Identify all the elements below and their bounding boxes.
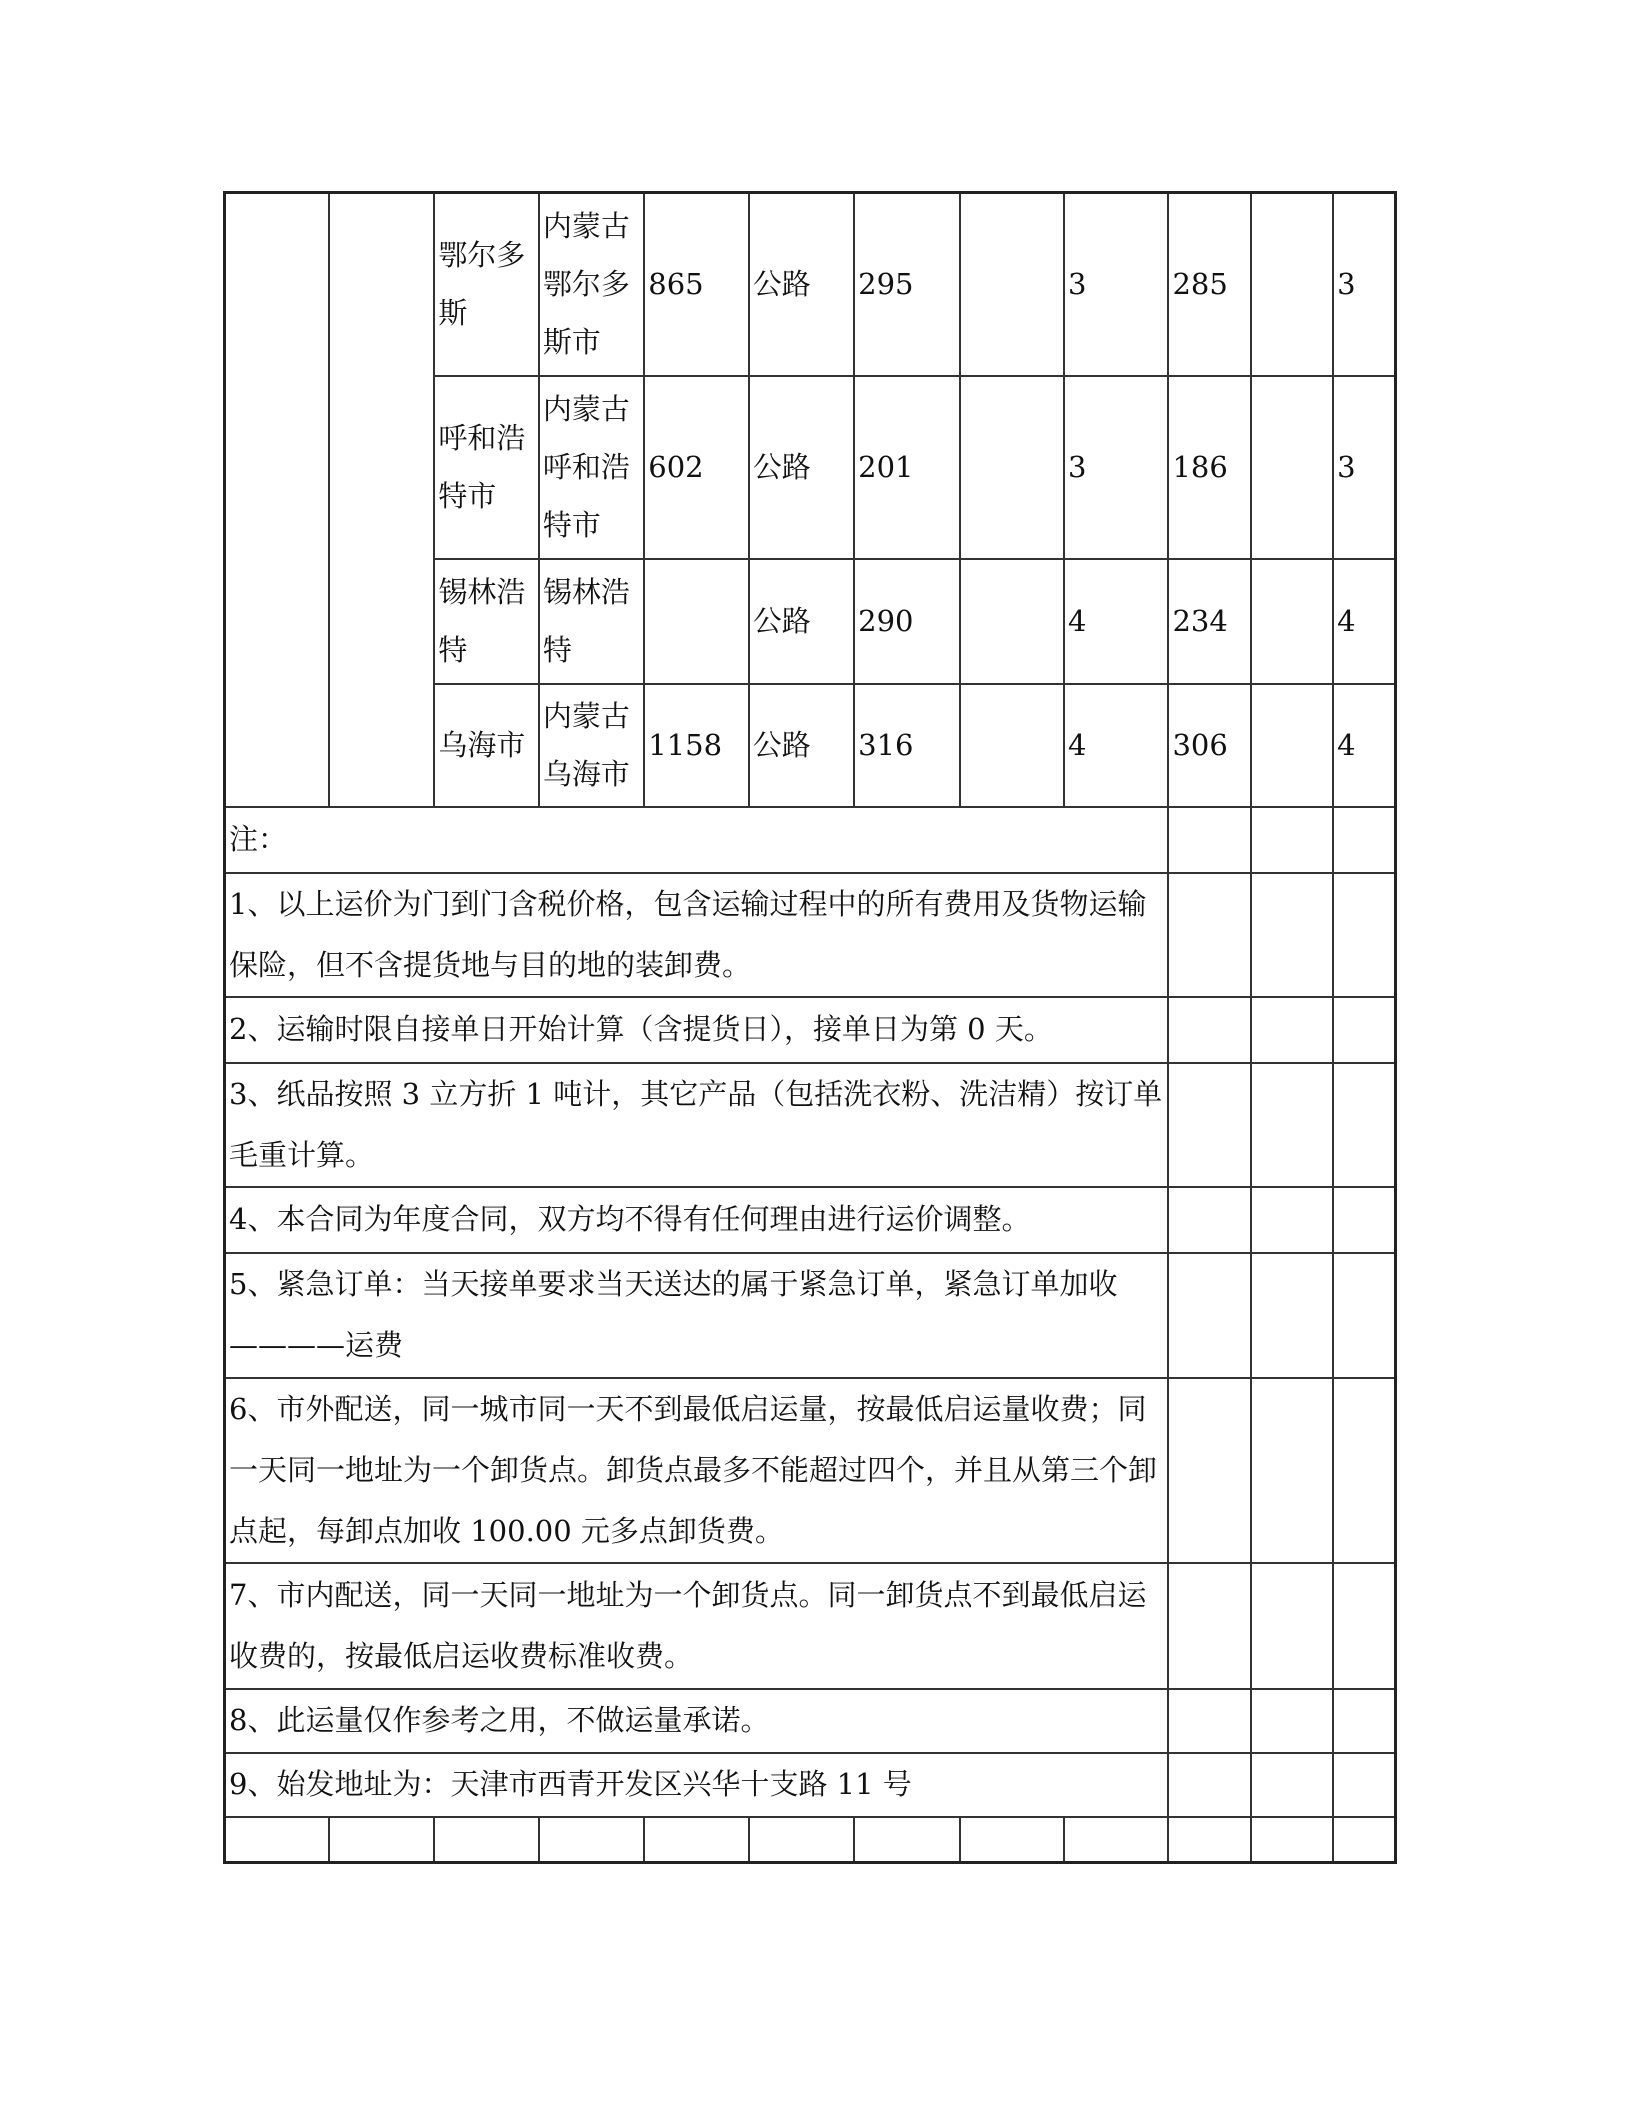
blank-cell xyxy=(1168,807,1250,873)
city-cell: 呼和浩特市 xyxy=(434,376,538,559)
blank-a-cell xyxy=(960,559,1064,684)
destination-cell: 内蒙古乌海市 xyxy=(539,684,644,807)
note-item-7: 7、市内配送，同一天同一地址为一个卸货点。同一卸货点不到最低启运收费的，按最低启运收费标准收费。 xyxy=(225,1563,1169,1689)
blank-cell xyxy=(1333,1689,1395,1753)
blank-cell xyxy=(329,1817,434,1863)
note-row xyxy=(225,807,1396,873)
price-b-cell: 285 xyxy=(1168,193,1250,376)
days-b-cell: 4 xyxy=(1333,684,1395,807)
blank-cell xyxy=(1168,997,1250,1063)
note-row xyxy=(225,1187,1396,1253)
destination-cell: 内蒙古呼和浩特市 xyxy=(539,376,644,559)
blank-cell xyxy=(1251,997,1333,1063)
note-row xyxy=(225,997,1396,1063)
note-item-4: 4、本合同为年度合同，双方均不得有任何理由进行运价调整。 xyxy=(225,1187,1169,1253)
note-heading: 注： xyxy=(225,807,1169,873)
note-item-2: 2、运输时限自接单日开始计算（含提货日），接单日为第 0 天。 xyxy=(225,997,1169,1063)
blank-cell xyxy=(1251,1063,1333,1187)
blank-cell xyxy=(539,1817,644,1863)
blank-cell xyxy=(1251,807,1333,873)
blank-cell xyxy=(644,1817,748,1863)
blank-cell xyxy=(1251,1817,1333,1863)
freight-rate-table xyxy=(223,191,1397,1864)
mode-cell: 公路 xyxy=(749,376,854,559)
blank-cell xyxy=(1251,1563,1333,1689)
blank-cell xyxy=(1168,1563,1250,1689)
blank-cell xyxy=(1333,1063,1395,1187)
note-row xyxy=(225,873,1396,997)
blank-cell xyxy=(1168,1817,1250,1863)
blank-cell xyxy=(1333,873,1395,997)
price-b-cell: 306 xyxy=(1168,684,1250,807)
merged-blank-cell xyxy=(225,193,329,807)
empty-row xyxy=(225,1817,1396,1863)
note-item-6: 6、市外配送，同一城市同一天不到最低启运量，按最低启运量收费；同一天同一地址为一个卸货点。卸货点最多不能超过四个，并且从第三个卸点起，每卸点加收 100.00 元多点卸货费。 xyxy=(225,1378,1169,1563)
days-a-cell: 3 xyxy=(1064,193,1168,376)
blank-cell xyxy=(960,1817,1064,1863)
note-row xyxy=(225,1253,1396,1378)
blank-cell xyxy=(1251,1187,1333,1253)
note-row xyxy=(225,1378,1396,1563)
price-a-cell: 290 xyxy=(854,559,959,684)
note-item-5: 5、紧急订单：当天接单要求当天送达的属于紧急订单，紧急订单加收————运费 xyxy=(225,1253,1169,1378)
blank-cell xyxy=(854,1817,959,1863)
blank-a-cell xyxy=(960,684,1064,807)
blank-cell xyxy=(1168,1689,1250,1753)
city-cell: 鄂尔多斯 xyxy=(434,193,538,376)
blank-cell xyxy=(1168,1753,1250,1817)
days-a-cell: 4 xyxy=(1064,684,1168,807)
note-item-9: 9、始发地址为：天津市西青开发区兴华十支路 11 号 xyxy=(225,1753,1169,1817)
mode-cell: 公路 xyxy=(749,684,854,807)
destination-cell: 锡林浩特 xyxy=(539,559,644,684)
blank-b-cell xyxy=(1251,684,1333,807)
blank-cell xyxy=(1168,1378,1250,1563)
blank-cell xyxy=(1168,873,1250,997)
days-b-cell: 3 xyxy=(1333,193,1395,376)
blank-cell xyxy=(1333,1253,1395,1378)
price-a-cell: 201 xyxy=(854,376,959,559)
note-row xyxy=(225,1689,1396,1753)
blank-b-cell xyxy=(1251,559,1333,684)
blank-cell xyxy=(1168,1063,1250,1187)
distance-cell: 602 xyxy=(644,376,748,559)
mode-cell: 公路 xyxy=(749,193,854,376)
merged-blank-cell xyxy=(329,193,434,807)
note-row xyxy=(225,1753,1396,1817)
blank-a-cell xyxy=(960,376,1064,559)
days-a-cell: 3 xyxy=(1064,376,1168,559)
mode-cell: 公路 xyxy=(749,559,854,684)
blank-cell xyxy=(1251,1378,1333,1563)
blank-cell xyxy=(1168,1253,1250,1378)
blank-cell xyxy=(1333,1817,1395,1863)
destination-cell: 内蒙古鄂尔多斯市 xyxy=(539,193,644,376)
blank-a-cell xyxy=(960,193,1064,376)
days-a-cell: 4 xyxy=(1064,559,1168,684)
blank-cell xyxy=(1333,807,1395,873)
price-a-cell: 295 xyxy=(854,193,959,376)
blank-cell xyxy=(1251,873,1333,997)
price-a-cell: 316 xyxy=(854,684,959,807)
note-item-3: 3、纸品按照 3 立方折 1 吨计，其它产品（包括洗衣粉、洗洁精）按订单毛重计算。 xyxy=(225,1063,1169,1187)
distance-cell: 865 xyxy=(644,193,748,376)
blank-cell xyxy=(1333,1563,1395,1689)
blank-cell xyxy=(1251,1753,1333,1817)
days-b-cell: 4 xyxy=(1333,559,1395,684)
distance-cell: 1158 xyxy=(644,684,748,807)
city-cell: 锡林浩特 xyxy=(434,559,538,684)
note-row xyxy=(225,1063,1396,1187)
note-row xyxy=(225,1563,1396,1689)
price-b-cell: 234 xyxy=(1168,559,1250,684)
distance-cell xyxy=(644,559,748,684)
note-item-1: 1、以上运价为门到门含税价格，包含运输过程中的所有费用及货物运输保险，但不含提货地与目的地的装卸费。 xyxy=(225,873,1169,997)
blank-cell xyxy=(1064,1817,1168,1863)
blank-cell xyxy=(1251,1689,1333,1753)
blank-b-cell xyxy=(1251,376,1333,559)
table-row xyxy=(225,193,1396,376)
blank-cell xyxy=(225,1817,329,1863)
blank-cell xyxy=(1333,997,1395,1063)
blank-cell xyxy=(1333,1378,1395,1563)
note-item-8: 8、此运量仅作参考之用，不做运量承诺。 xyxy=(225,1689,1169,1753)
blank-cell xyxy=(434,1817,538,1863)
blank-cell xyxy=(1333,1753,1395,1817)
city-cell: 乌海市 xyxy=(434,684,538,807)
blank-b-cell xyxy=(1251,193,1333,376)
blank-cell xyxy=(1333,1187,1395,1253)
days-b-cell: 3 xyxy=(1333,376,1395,559)
price-b-cell: 186 xyxy=(1168,376,1250,559)
blank-cell xyxy=(749,1817,854,1863)
blank-cell xyxy=(1251,1253,1333,1378)
blank-cell xyxy=(1168,1187,1250,1253)
